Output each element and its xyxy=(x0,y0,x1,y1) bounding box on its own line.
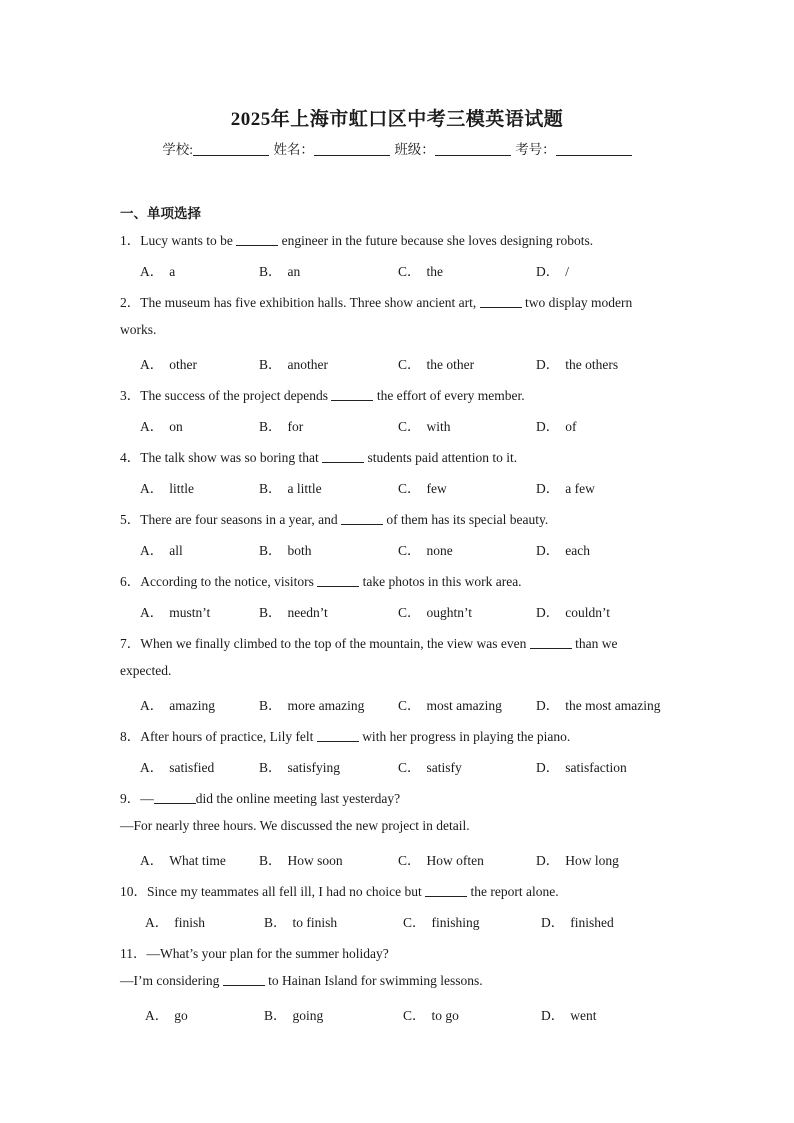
option-c[interactable] xyxy=(398,601,472,621)
exam-number-label: 考号： xyxy=(515,142,556,157)
question-8-line-1 xyxy=(120,725,570,745)
option-b[interactable] xyxy=(259,539,312,559)
option-letter: C． xyxy=(398,543,421,558)
option-b[interactable] xyxy=(259,415,303,435)
option-b[interactable] xyxy=(264,911,337,931)
option-letter: A． xyxy=(140,605,164,620)
option-text: satisfaction xyxy=(565,760,627,775)
option-letter: C． xyxy=(398,605,421,620)
question-9-line-1 xyxy=(120,787,400,807)
option-d[interactable] xyxy=(536,415,577,435)
option-a[interactable] xyxy=(140,601,210,621)
option-a[interactable] xyxy=(145,911,205,931)
option-letter: A． xyxy=(140,264,164,279)
option-text: another xyxy=(287,357,328,372)
option-text: needn’t xyxy=(287,605,328,620)
answer-blank[interactable] xyxy=(322,450,364,463)
option-letter: C． xyxy=(398,481,421,496)
option-letter: D． xyxy=(541,1008,565,1023)
option-d[interactable] xyxy=(536,694,660,714)
option-letter: B． xyxy=(259,357,282,372)
question-text: expected. xyxy=(120,663,172,678)
option-text: How often xyxy=(426,853,484,868)
option-letter: C． xyxy=(398,853,421,868)
option-b[interactable] xyxy=(259,849,343,869)
option-letter: D． xyxy=(536,698,560,713)
option-letter: D． xyxy=(536,419,560,434)
option-a[interactable] xyxy=(140,477,194,497)
option-d[interactable] xyxy=(536,601,610,621)
question-text: two display modern xyxy=(521,295,633,310)
option-letter: B． xyxy=(264,915,287,930)
option-text: with xyxy=(426,419,451,434)
option-letter: B． xyxy=(259,853,282,868)
option-letter: D． xyxy=(536,853,560,868)
page-title: 2025年上海市虹口区中考三模英语试题 xyxy=(230,109,564,130)
option-text: couldn’t xyxy=(565,605,610,620)
question-2-line-1 xyxy=(120,291,632,311)
option-letter: D． xyxy=(536,357,560,372)
exam-number-blank[interactable] xyxy=(556,142,632,156)
option-letter: B． xyxy=(259,605,282,620)
question-text: of them has its special beauty. xyxy=(383,512,549,527)
question-text: 10．Since my teammates all fell ill, I had no choice but xyxy=(120,884,426,899)
option-b[interactable] xyxy=(259,353,328,373)
school-label: 学校: xyxy=(162,142,194,157)
option-b[interactable] xyxy=(259,756,340,776)
class-blank[interactable] xyxy=(435,142,511,156)
option-text: few xyxy=(426,481,447,496)
option-b[interactable] xyxy=(259,601,328,621)
option-text: satisfied xyxy=(169,760,215,775)
option-c[interactable] xyxy=(398,539,453,559)
option-d[interactable] xyxy=(536,849,619,869)
option-text: going xyxy=(292,1008,324,1023)
option-letter: D． xyxy=(541,915,565,930)
option-c[interactable] xyxy=(403,911,480,931)
option-a[interactable] xyxy=(140,415,183,435)
option-letter: A． xyxy=(140,357,164,372)
option-letter: B． xyxy=(259,481,282,496)
option-text: How long xyxy=(565,853,619,868)
question-7-line-1 xyxy=(120,632,618,652)
question-text: take photos in this work area. xyxy=(359,574,522,589)
option-text: oughtn’t xyxy=(426,605,473,620)
option-text: both xyxy=(287,543,312,558)
question-text: engineer in the future because she loves designing robots. xyxy=(278,233,594,248)
option-letter: B． xyxy=(264,1008,287,1023)
question-5-line-1 xyxy=(120,508,548,528)
option-text: a few xyxy=(565,481,595,496)
option-d[interactable] xyxy=(536,756,627,776)
option-b[interactable] xyxy=(259,477,322,497)
option-d[interactable] xyxy=(536,539,590,559)
answer-blank[interactable] xyxy=(223,973,265,986)
question-text: students paid attention to it. xyxy=(364,450,518,465)
option-letter: A． xyxy=(140,419,164,434)
option-letter: A． xyxy=(140,760,164,775)
option-a[interactable] xyxy=(140,694,215,714)
question-7-line-2 xyxy=(120,663,171,679)
question-text: to Hainan Island for swimming lessons. xyxy=(264,973,483,988)
option-text: more amazing xyxy=(287,698,365,713)
question-text: 7．When we finally climbed to the top of the mountain, the view was even xyxy=(120,636,530,651)
option-a[interactable] xyxy=(140,849,226,869)
option-text: the xyxy=(426,264,444,279)
option-text: on xyxy=(169,419,183,434)
option-text: / xyxy=(565,264,570,279)
question-4-line-1 xyxy=(120,446,517,466)
answer-blank[interactable] xyxy=(317,729,359,742)
option-c[interactable] xyxy=(403,1004,459,1024)
question-text: 3．The success of the project depends xyxy=(120,388,332,403)
option-letter: C． xyxy=(398,264,421,279)
question-text: 5．There are four seasons in a year, and xyxy=(120,512,341,527)
option-a[interactable] xyxy=(140,260,175,280)
option-c[interactable] xyxy=(398,477,447,497)
answer-blank[interactable] xyxy=(317,574,359,587)
option-c[interactable] xyxy=(398,260,443,280)
option-letter: A． xyxy=(145,915,169,930)
option-letter: C． xyxy=(398,357,421,372)
answer-blank[interactable] xyxy=(341,512,383,525)
question-text: 2．The museum has five exhibition halls. Three show ancient art, xyxy=(120,295,480,310)
option-d[interactable] xyxy=(541,1004,597,1024)
option-c[interactable] xyxy=(398,415,451,435)
question-text: 11．—What’s your plan for the summer holiday? xyxy=(120,946,389,961)
option-c[interactable] xyxy=(398,694,502,714)
option-a[interactable] xyxy=(140,756,214,776)
option-text: the other xyxy=(426,357,475,372)
option-text: little xyxy=(169,481,194,496)
question-text: 9．— xyxy=(120,791,154,806)
school-blank[interactable] xyxy=(193,142,269,156)
option-letter: D． xyxy=(536,264,560,279)
option-text: satisfy xyxy=(426,760,462,775)
option-letter: A． xyxy=(140,543,164,558)
answer-blank[interactable] xyxy=(236,233,278,246)
option-text: finished xyxy=(570,915,614,930)
option-letter: D． xyxy=(536,605,560,620)
option-text: the others xyxy=(565,357,619,372)
option-c[interactable] xyxy=(398,756,462,776)
question-text: 4．The talk show was so boring that xyxy=(120,450,323,465)
option-letter: B． xyxy=(259,543,282,558)
name-label: 姓名： xyxy=(273,142,314,157)
answer-blank[interactable] xyxy=(530,636,572,649)
class-label: 班级： xyxy=(394,142,435,157)
option-b[interactable] xyxy=(259,694,364,714)
option-text: the most amazing xyxy=(565,698,661,713)
option-text: How soon xyxy=(287,853,343,868)
option-letter: B． xyxy=(259,419,282,434)
option-letter: B． xyxy=(259,760,282,775)
question-3-line-1 xyxy=(120,384,525,404)
option-d[interactable] xyxy=(541,911,614,931)
answer-blank[interactable] xyxy=(425,884,467,897)
option-text: for xyxy=(287,419,304,434)
option-text: went xyxy=(570,1008,597,1023)
option-b[interactable] xyxy=(259,260,300,280)
option-a[interactable] xyxy=(145,1004,188,1024)
question-11-line-2 xyxy=(120,973,483,989)
option-a[interactable] xyxy=(140,353,197,373)
option-c[interactable] xyxy=(398,849,484,869)
option-letter: B． xyxy=(259,264,282,279)
question-11-line-1 xyxy=(120,942,389,962)
option-letter: A． xyxy=(145,1008,169,1023)
option-b[interactable] xyxy=(264,1004,323,1024)
question-text: the effort of every member. xyxy=(373,388,525,403)
question-text: —For nearly three hours. We discussed the new project in detail. xyxy=(120,818,470,833)
option-d[interactable] xyxy=(536,477,595,497)
option-letter: B． xyxy=(259,698,282,713)
option-c[interactable] xyxy=(398,353,474,373)
option-letter: C． xyxy=(403,1008,426,1023)
option-text: a xyxy=(169,264,176,279)
question-text: —I’m considering xyxy=(120,973,223,988)
option-text: amazing xyxy=(169,698,215,713)
question-text: 1．Lucy wants to be xyxy=(120,233,237,248)
option-text: mustn’t xyxy=(169,605,211,620)
option-letter: D． xyxy=(536,481,560,496)
option-letter: C． xyxy=(398,698,421,713)
option-letter: A． xyxy=(140,853,164,868)
option-text: to finish xyxy=(292,915,338,930)
question-text: the report alone. xyxy=(467,884,559,899)
option-text: What time xyxy=(169,853,226,868)
option-text: each xyxy=(565,543,590,558)
option-letter: C． xyxy=(403,915,426,930)
question-text: did the online meeting last yesterday? xyxy=(195,791,401,806)
question-2-line-2 xyxy=(120,322,156,338)
name-blank[interactable] xyxy=(314,142,390,156)
question-text: than we xyxy=(571,636,618,651)
answer-blank[interactable] xyxy=(480,295,522,308)
question-1-line-1 xyxy=(120,229,593,249)
option-letter: C． xyxy=(398,760,421,775)
question-9-line-2 xyxy=(120,818,470,834)
option-text: to go xyxy=(431,1008,459,1023)
answer-blank[interactable] xyxy=(331,388,373,401)
question-text: with her progress in playing the piano. xyxy=(358,729,571,744)
question-text: works. xyxy=(120,322,157,337)
option-text: finish xyxy=(174,915,206,930)
option-text: a little xyxy=(287,481,322,496)
option-d[interactable] xyxy=(536,260,569,280)
question-text: 8．After hours of practice, Lily felt xyxy=(120,729,317,744)
option-text: an xyxy=(287,264,301,279)
question-text: 6．According to the notice, visitors xyxy=(120,574,318,589)
question-6-line-1 xyxy=(120,570,522,590)
option-letter: D． xyxy=(536,760,560,775)
option-d[interactable] xyxy=(536,353,618,373)
student-info-row xyxy=(0,138,794,158)
answer-blank[interactable] xyxy=(154,791,196,804)
option-text: none xyxy=(426,543,453,558)
question-10-line-1 xyxy=(120,880,559,900)
option-text: finishing xyxy=(431,915,480,930)
option-text: most amazing xyxy=(426,698,502,713)
option-text: go xyxy=(174,1008,188,1023)
option-text: all xyxy=(169,543,183,558)
option-letter: C． xyxy=(398,419,421,434)
option-letter: A． xyxy=(140,698,164,713)
option-a[interactable] xyxy=(140,539,183,559)
option-text: satisfying xyxy=(287,760,341,775)
option-letter: A． xyxy=(140,481,164,496)
option-letter: D． xyxy=(536,543,560,558)
section-heading: 一、单项选择 xyxy=(120,206,201,221)
option-text: other xyxy=(169,357,197,372)
option-text: of xyxy=(565,419,577,434)
